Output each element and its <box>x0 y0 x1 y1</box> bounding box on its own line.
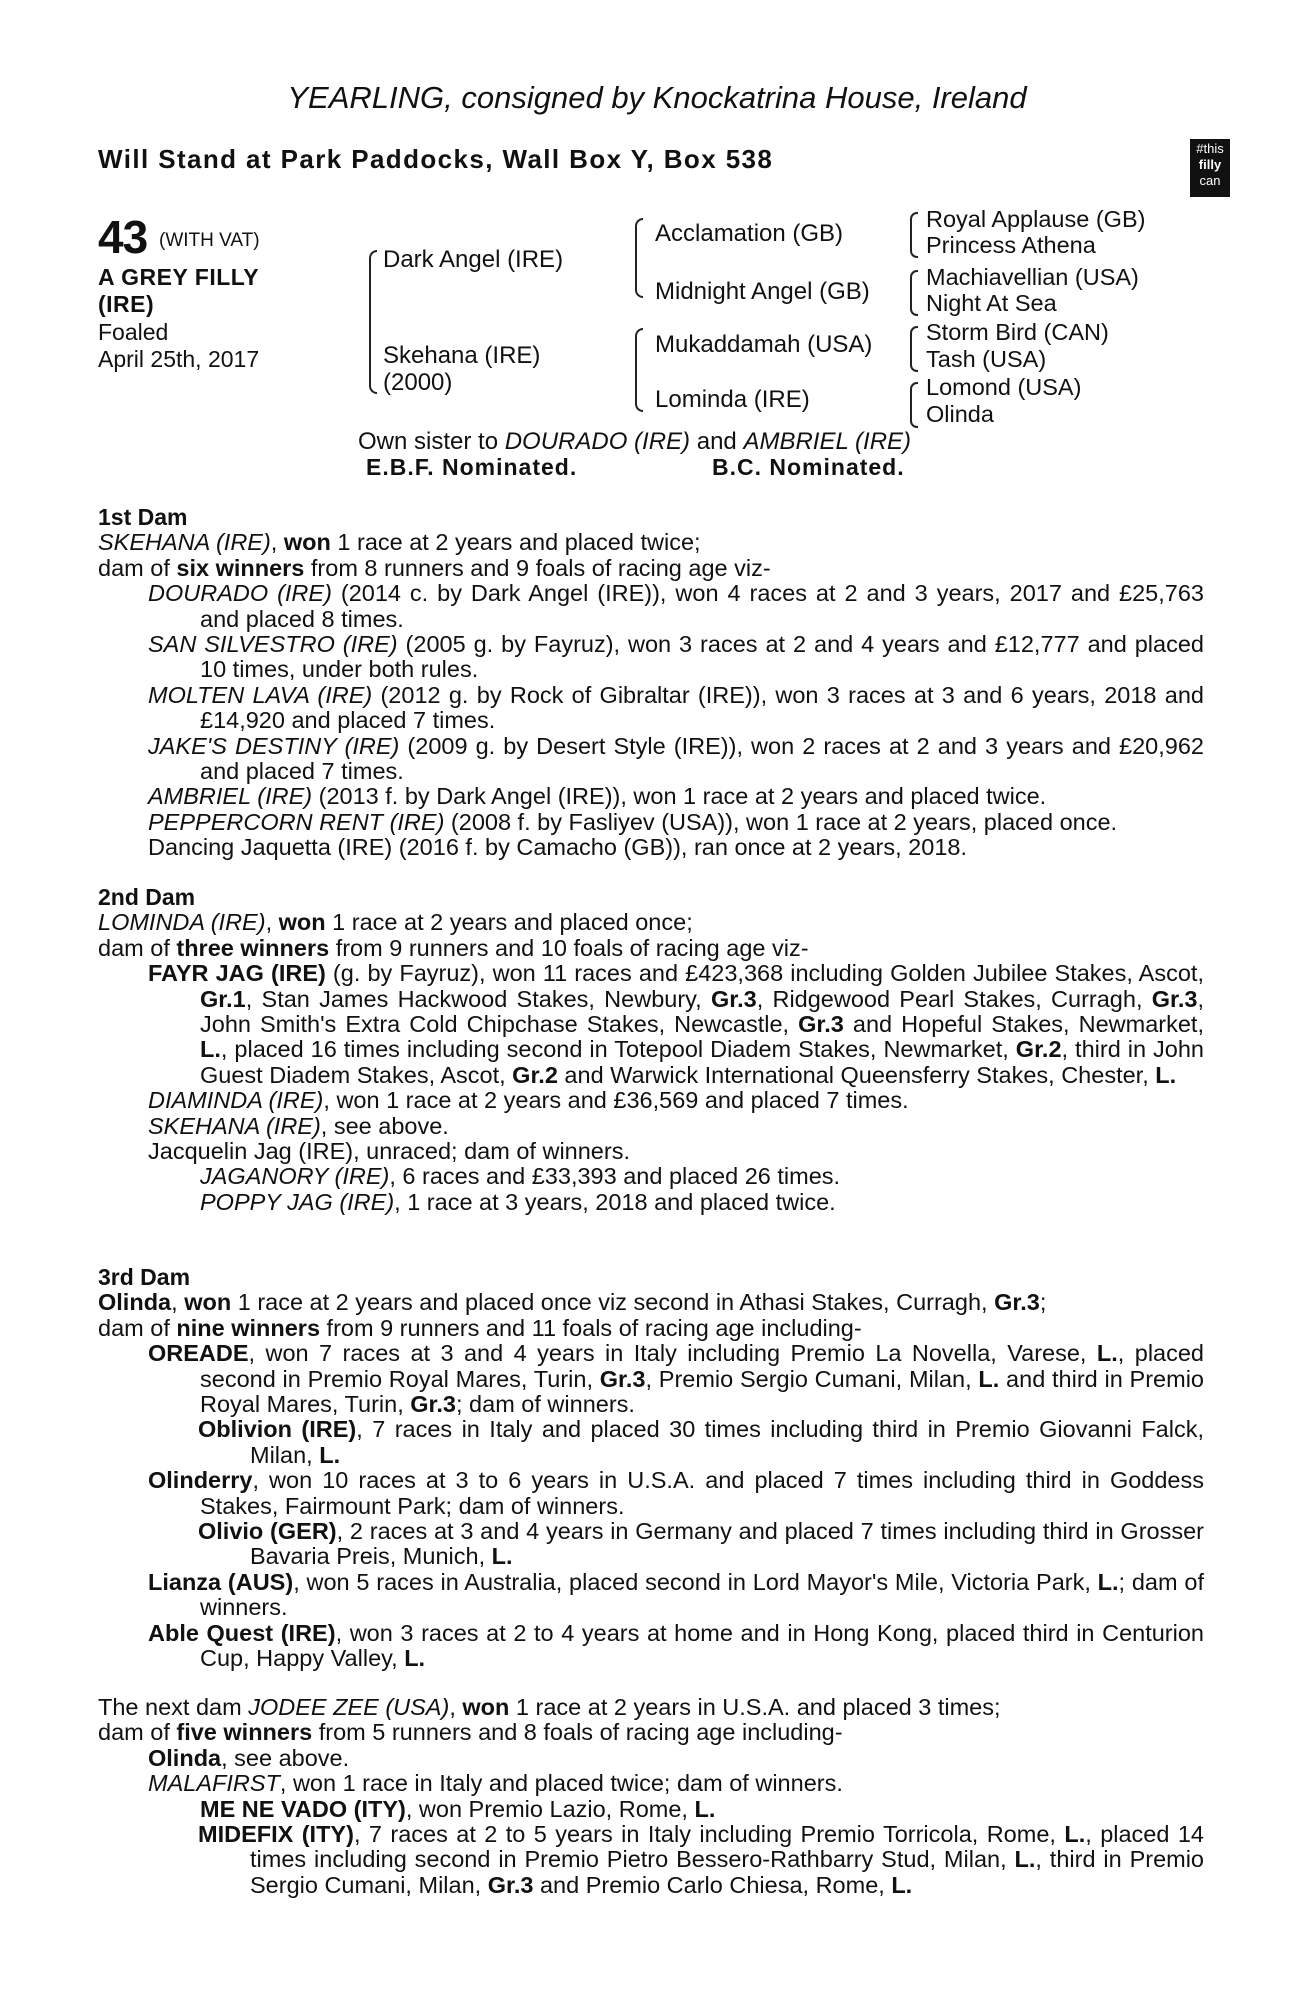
text: Jacquelin Jag (IRE), unraced; dam of winners. <box>148 1138 630 1165</box>
second-dam-heading: 2nd Dam <box>98 884 196 910</box>
winner-count: three winners <box>176 934 330 961</box>
text: and Hopeful Stakes, Newmarket, <box>843 1011 1204 1038</box>
horse-name: MIDEFIX (ITY) <box>198 1821 354 1848</box>
text: dam of <box>98 934 177 961</box>
horse-name: Olinderry <box>148 1467 253 1494</box>
grade: Gr.3 <box>798 1011 844 1038</box>
next-dam-produce-summary <box>98 1720 1204 1745</box>
text: , placed 14 times including second in Premio Pietro Bessero-Rathbarry Stud, Milan, <box>250 1821 1205 1873</box>
dam-sire-dam: Tash (USA) <box>926 346 1047 372</box>
text: from 5 runners and 8 foals of racing age including- <box>312 1719 843 1746</box>
text: from 9 runners and 10 foals of racing age viz- <box>329 934 809 961</box>
third-dam-produce-summary <box>98 1316 1204 1341</box>
text: , placed second in Premio Royal Mares, Turin, <box>200 1340 1205 1392</box>
text: , 6 races and £33,393 and placed 26 times. <box>389 1163 841 1190</box>
text: , won Premio Lazio, Rome, <box>405 1795 695 1822</box>
pedigree-brace-dam <box>635 328 643 412</box>
produce-sub-entry <box>98 1822 1204 1898</box>
next-dam-section <box>98 1695 1204 1898</box>
horse-name: JAKE'S DESTINY (IRE) <box>148 732 400 759</box>
text: (2012 g. by Rock of Gibraltar (IRE)), won 3 races at 3 and 6 years, 2018 and £14,920 and placed 7 times. <box>200 681 1204 734</box>
horse-name: DOURADO (IRE) <box>148 580 332 607</box>
second-dam-summary <box>98 910 1204 935</box>
winner-count: five winners <box>176 1719 313 1746</box>
text: , <box>171 1289 185 1316</box>
horse-name: Olinda <box>148 1744 222 1771</box>
sire-dam-sire: Machiavellian (USA) <box>926 264 1139 290</box>
text: , 1 race at 3 years, 2018 and placed twice. <box>394 1188 836 1215</box>
text: , placed 16 times including second in Totepool Diadem Stakes, Newmarket, <box>220 1036 1016 1063</box>
text: from 8 runners and 9 foals of racing age viz- <box>304 554 771 581</box>
horse-name: JAGANORY (IRE) <box>200 1163 390 1190</box>
text: , Stan James Hackwood Stakes, Newbury, <box>245 985 711 1012</box>
produce-entry <box>98 1341 1204 1417</box>
dam-year: (2000) <box>383 369 453 396</box>
pedigree-brace-sd <box>910 270 918 316</box>
produce-entry <box>98 784 1204 809</box>
second-dam-section <box>98 885 1204 1215</box>
second-dam-produce-summary <box>98 936 1204 961</box>
text: , 7 races at 2 to 5 years in Italy including Premio Torricola, Rome, <box>353 1821 1065 1848</box>
text: 1 race at 2 years and placed once viz second in Athasi Stakes, Curragh, <box>231 1289 995 1316</box>
text: , see above. <box>320 1112 449 1139</box>
produce-entry <box>98 683 1204 734</box>
first-dam-produce-summary <box>98 556 1204 581</box>
grade: Gr.3 <box>1151 985 1198 1012</box>
pedigree-brace-ds <box>910 326 918 372</box>
text: , won 5 races in Australia, placed second in Lord Mayor's Mile, Victoria Park, <box>293 1568 1098 1595</box>
dam-sire: Mukaddamah (USA) <box>655 331 873 358</box>
text: , <box>265 909 279 936</box>
horse-name: OREADE <box>148 1340 249 1367</box>
dam-name: Skehana (IRE) <box>383 342 541 369</box>
first-dam-name: SKEHANA (IRE) <box>98 529 271 556</box>
produce-entry <box>98 1621 1204 1672</box>
first-dam-summary <box>98 530 1204 555</box>
bc-nominated: B.C. Nominated. <box>712 454 905 480</box>
horse-name: SAN SILVESTRO (IRE) <box>148 631 398 658</box>
grade: Gr.3 <box>599 1365 646 1392</box>
horse-name: DIAMINDA (IRE) <box>148 1087 324 1114</box>
text: , won 1 race in Italy and placed twice; dam of winners. <box>279 1770 843 1797</box>
text: , won 7 races at 3 and 4 years in Italy including Premio La Novella, Varese, <box>248 1340 1097 1367</box>
text: The next dam <box>98 1694 249 1720</box>
horse-name: FAYR JAG (IRE) <box>148 960 326 987</box>
this-filly-can-logo <box>1190 139 1230 197</box>
grade: L. <box>694 1795 716 1822</box>
own-sister-name-2: AMBRIEL (IRE) <box>743 428 912 455</box>
horse-description-line-1: A GREY FILLY <box>98 264 260 290</box>
third-dam-heading: 3rd Dam <box>98 1264 191 1290</box>
text: , 7 races in Italy and placed 30 times including third in Premio Giovanni Falck, Milan, <box>250 1416 1204 1468</box>
produce-entry <box>98 1570 1204 1621</box>
grade: Gr.3 <box>410 1391 456 1418</box>
horse-name: AMBRIEL (IRE) <box>148 783 313 810</box>
pedigree-brace-dd <box>910 382 918 428</box>
logo-line-2: filly <box>1198 157 1222 172</box>
text: , third in John Guest Diadem Stakes, Ascot, <box>200 1036 1204 1088</box>
winner-count: six winners <box>176 554 305 581</box>
text: , Premio Sergio Cumani, Milan, <box>645 1365 979 1392</box>
page-title: YEARLING, consigned by Knockatrina House, Ireland <box>287 80 1027 115</box>
grade: L. <box>404 1645 426 1672</box>
text: (2013 f. by Dark Angel (IRE)), won 1 race at 2 years and placed twice. <box>312 783 1047 810</box>
horse-name: ME NE VADO (ITY) <box>200 1795 406 1822</box>
sire-sire: Acclamation (GB) <box>655 220 844 247</box>
foaled-label: Foaled <box>98 319 169 345</box>
text: , won 3 races at 2 to 4 years at home and in Hong Kong, placed third in Centurion Cup, Happy Valley, <box>200 1619 1204 1672</box>
next-dam-name: JODEE ZEE (USA) <box>248 1694 450 1720</box>
dam-dam: Lominda (IRE) <box>655 386 810 413</box>
horse-description <box>98 264 259 318</box>
grade: L. <box>978 1365 1000 1392</box>
ebf-nominated: E.B.F. Nominated. <box>366 454 578 480</box>
text: 1 race at 2 years and placed once; <box>325 909 693 936</box>
first-dam-section <box>98 505 1204 861</box>
dam-dam-sire: Lomond (USA) <box>926 374 1082 400</box>
foaled-date <box>98 319 259 373</box>
horse-description-line-2: (IRE) <box>98 291 155 317</box>
own-sister-note <box>358 428 911 456</box>
winner-count: nine winners <box>176 1314 321 1341</box>
text: dam of <box>98 1719 177 1746</box>
text: , 2 races at 3 and 4 years in Germany and placed 7 times including third in Grosser Bavaria Preis, Munich, <box>250 1518 1204 1570</box>
sire-name: Dark Angel (IRE) <box>383 246 564 273</box>
grade: Gr.2 <box>512 1061 558 1088</box>
produce-entry <box>98 1139 1204 1164</box>
produce-sub-entry <box>98 1797 1204 1822</box>
grade: Gr.3 <box>710 985 757 1012</box>
produce-sub-entry <box>98 1190 1204 1215</box>
grade: Gr.3 <box>487 1871 534 1898</box>
horse-name: Olivio (GER) <box>198 1518 337 1545</box>
produce-entry <box>98 1088 1204 1113</box>
text: and Premio Carlo Chiesa, Rome, <box>533 1871 892 1898</box>
text: , see above. <box>221 1744 350 1771</box>
won-label: won <box>283 529 331 556</box>
own-sister-prefix: Own sister to <box>358 428 505 455</box>
second-dam-name: LOMINDA (IRE) <box>98 909 266 936</box>
logo-line-3: can <box>1199 173 1221 188</box>
sire-sire-dam: Princess Athena <box>926 232 1096 258</box>
own-sister-name-1: DOURADO (IRE) <box>504 428 691 455</box>
text: and Warwick International Queensferry Stakes, Chester, <box>557 1061 1156 1088</box>
grade: L. <box>1097 1568 1119 1595</box>
third-dam-name: Olinda <box>98 1289 172 1316</box>
produce-entry <box>98 632 1204 683</box>
won-label: won <box>462 1694 510 1720</box>
won-label: won <box>184 1289 232 1316</box>
produce-entry <box>98 581 1204 632</box>
horse-name: Lianza (AUS) <box>148 1568 294 1595</box>
grade: L. <box>1064 1821 1086 1848</box>
text: ; <box>1039 1289 1047 1316</box>
produce-entry <box>98 1468 1204 1519</box>
pedigree-brace-ss <box>910 212 918 258</box>
produce-entry <box>98 1746 1204 1771</box>
text: , <box>449 1694 463 1720</box>
horse-name: POPPY JAG (IRE) <box>200 1188 395 1215</box>
text: , John Smith's Extra Cold Chipchase Stakes, Newcastle, <box>200 985 1204 1038</box>
text: dam of <box>98 554 177 581</box>
sire-dam: Midnight Angel (GB) <box>655 278 870 305</box>
foaled-value: April 25th, 2017 <box>98 346 260 372</box>
text: 1 race at 2 years and placed twice; <box>330 529 701 556</box>
text: (g. by Fayruz), won 11 races and £423,368 including Golden Jubilee Stakes, Ascot, <box>325 960 1204 987</box>
text: , <box>270 529 284 556</box>
grade: L. <box>891 1871 913 1898</box>
produce-sub-entry <box>98 1164 1204 1189</box>
text: , won 1 race at 2 years and £36,569 and placed 7 times. <box>323 1087 909 1114</box>
produce-entry <box>98 1114 1204 1139</box>
pedigree-brace-gen1 <box>369 250 377 394</box>
won-label: won <box>278 909 326 936</box>
horse-name: MALAFIRST <box>148 1770 280 1797</box>
horse-name: Able Quest (IRE) <box>148 1619 336 1646</box>
text: , Ridgewood Pearl Stakes, Curragh, <box>756 985 1152 1012</box>
grade: L. <box>200 1036 221 1063</box>
text: Dancing Jaquetta (IRE) (2016 f. by Camacho (GB)), ran once at 2 years, 2018. <box>148 834 967 861</box>
grade: L. <box>1014 1846 1036 1873</box>
vat-note: (WITH VAT) <box>159 230 260 251</box>
produce-entry <box>98 961 1204 1088</box>
grade: Gr.3 <box>994 1289 1040 1316</box>
lot-number: 43 <box>98 211 148 263</box>
sire-dam-dam: Night At Sea <box>926 290 1057 316</box>
text: (2008 f. by Fasliyev (USA)), won 1 race at 2 years, placed once. <box>444 808 1118 835</box>
grade: Gr.2 <box>1015 1036 1062 1063</box>
text: , third in Premio Sergio Cumani, Milan, <box>250 1846 1204 1898</box>
horse-name: MOLTEN LAVA (IRE) <box>148 681 373 708</box>
produce-sub-entry <box>98 1519 1204 1570</box>
text: ; dam of winners. <box>200 1568 1204 1621</box>
pedigree-brace-sire <box>635 218 643 298</box>
text: , won 10 races at 3 to 6 years in U.S.A. and placed 7 times including third in Goddess Stakes, Fairmount Park; dam of winners. <box>200 1467 1204 1519</box>
third-dam-section <box>98 1265 1204 1672</box>
produce-entry <box>98 835 1204 860</box>
grade: L. <box>491 1543 513 1570</box>
dam-dam-dam: Olinda <box>926 401 994 427</box>
first-dam-heading: 1st Dam <box>98 504 188 530</box>
stand-location: Will Stand at Park Paddocks, Wall Box Y, Box 538 <box>98 144 774 174</box>
produce-entry <box>98 810 1204 835</box>
sire-sire-sire: Royal Applause (GB) <box>926 206 1146 232</box>
grade: Gr.1 <box>200 985 246 1012</box>
dam-sire-sire: Storm Bird (CAN) <box>926 319 1109 345</box>
grade: L. <box>1096 1340 1118 1367</box>
text: and third in Premio Royal Mares, Turin, <box>200 1365 1204 1418</box>
horse-name: SKEHANA (IRE) <box>148 1112 321 1139</box>
text: (2005 g. by Fayruz), won 3 races at 2 and 4 years and £12,777 and placed 10 times, under both rules. <box>200 631 1204 683</box>
own-sister-and: and <box>690 428 744 455</box>
text: (2014 c. by Dark Angel (IRE)), won 4 races at 2 and 3 years, 2017 and £25,763 and placed 8 times. <box>200 580 1204 632</box>
text: 1 race at 2 years in U.S.A. and placed 3 times; <box>509 1694 1001 1720</box>
produce-entry <box>98 1771 1204 1796</box>
horse-name: PEPPERCORN RENT (IRE) <box>148 808 445 835</box>
next-dam-summary <box>98 1695 1204 1720</box>
grade: L. <box>319 1441 341 1468</box>
produce-sub-entry <box>98 1417 1204 1468</box>
text: dam of <box>98 1314 177 1341</box>
horse-name: Oblivion (IRE) <box>198 1416 357 1443</box>
logo-line-1: #this <box>1196 141 1224 156</box>
text: (2009 g. by Desert Style (IRE)), won 2 races at 2 and 3 years and £20,962 and placed 7 times. <box>200 732 1204 785</box>
text: ; dam of winners. <box>456 1391 635 1418</box>
grade: L. <box>1155 1061 1177 1088</box>
third-dam-summary <box>98 1290 1204 1315</box>
text: from 9 runners and 11 foals of racing age including- <box>320 1314 862 1341</box>
produce-entry <box>98 734 1204 785</box>
